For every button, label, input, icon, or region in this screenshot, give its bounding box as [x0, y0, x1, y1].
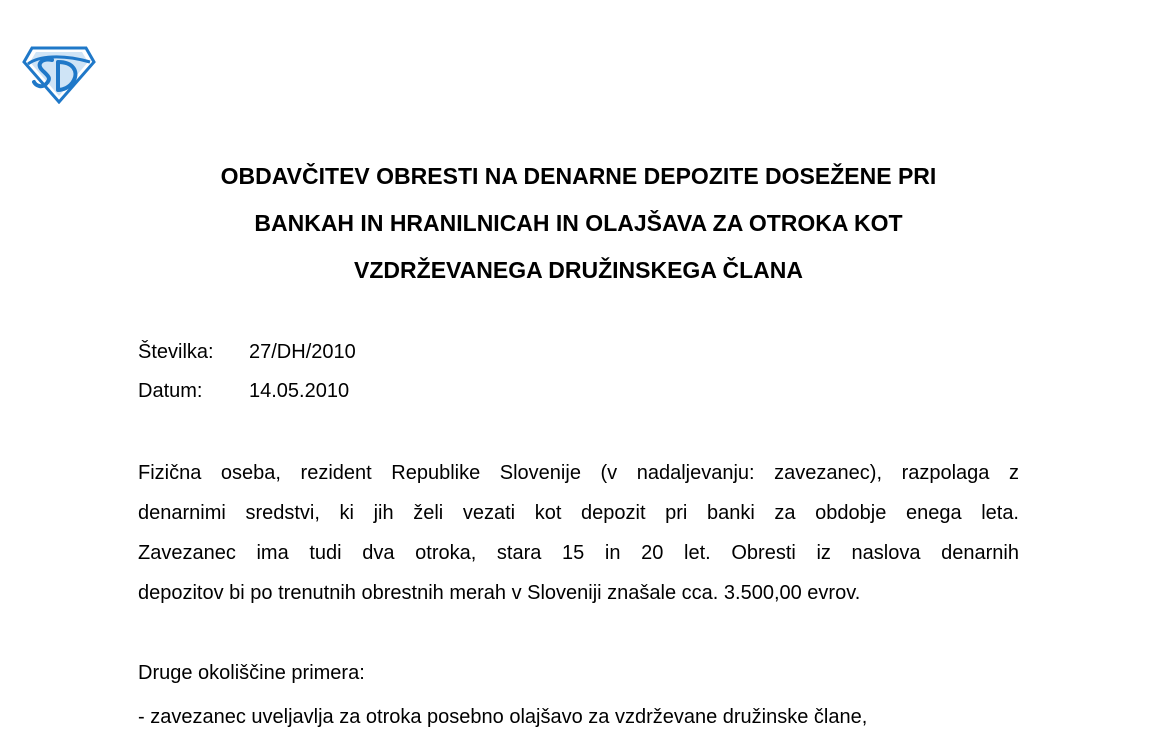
title-line: OBDAVČITEV OBRESTI NA DENARNE DEPOZITE DOSEŽENE PRI [220, 163, 937, 189]
document-title [120, 153, 1037, 294]
number-label: Številka: [138, 341, 214, 363]
section-heading: Druge okoliščine primera: [138, 662, 365, 684]
title-line: VZDRŽEVANEGA DRUŽINSKEGA ČLANA [354, 257, 803, 283]
date-row [138, 379, 349, 403]
number-value: 27/DH/2010 [249, 341, 356, 363]
paragraph-line: depozitov bi po trenutnih obrestnih merah v Sloveniji znašale cca. 3.500,00 evrov. [138, 582, 861, 604]
paragraph-line: Fizična oseba, rezident Republike Slovenije (v nadaljevanju: zavezanec), razpolaga z [138, 462, 1019, 484]
sd-diamond-logo-icon [22, 46, 96, 104]
date-value: 14.05.2010 [249, 380, 350, 402]
list-item: - zavezanec uveljavlja za otroka posebno olajšavo za vzdrževane družinske člane, [138, 706, 868, 728]
date-label: Datum: [138, 380, 203, 402]
paragraph-line: denarnimi sredstvi, ki jih želi vezati kot depozit pri banki za obdobje enega leta. [138, 502, 1019, 524]
number-row [138, 340, 356, 364]
title-line: BANKAH IN HRANILNICAH IN OLAJŠAVA ZA OTROKA KOT [254, 210, 903, 236]
paragraph-line: Zavezanec ima tudi dva otroka, stara 15 in 20 let. Obresti iz naslova denarnih [138, 542, 1019, 564]
